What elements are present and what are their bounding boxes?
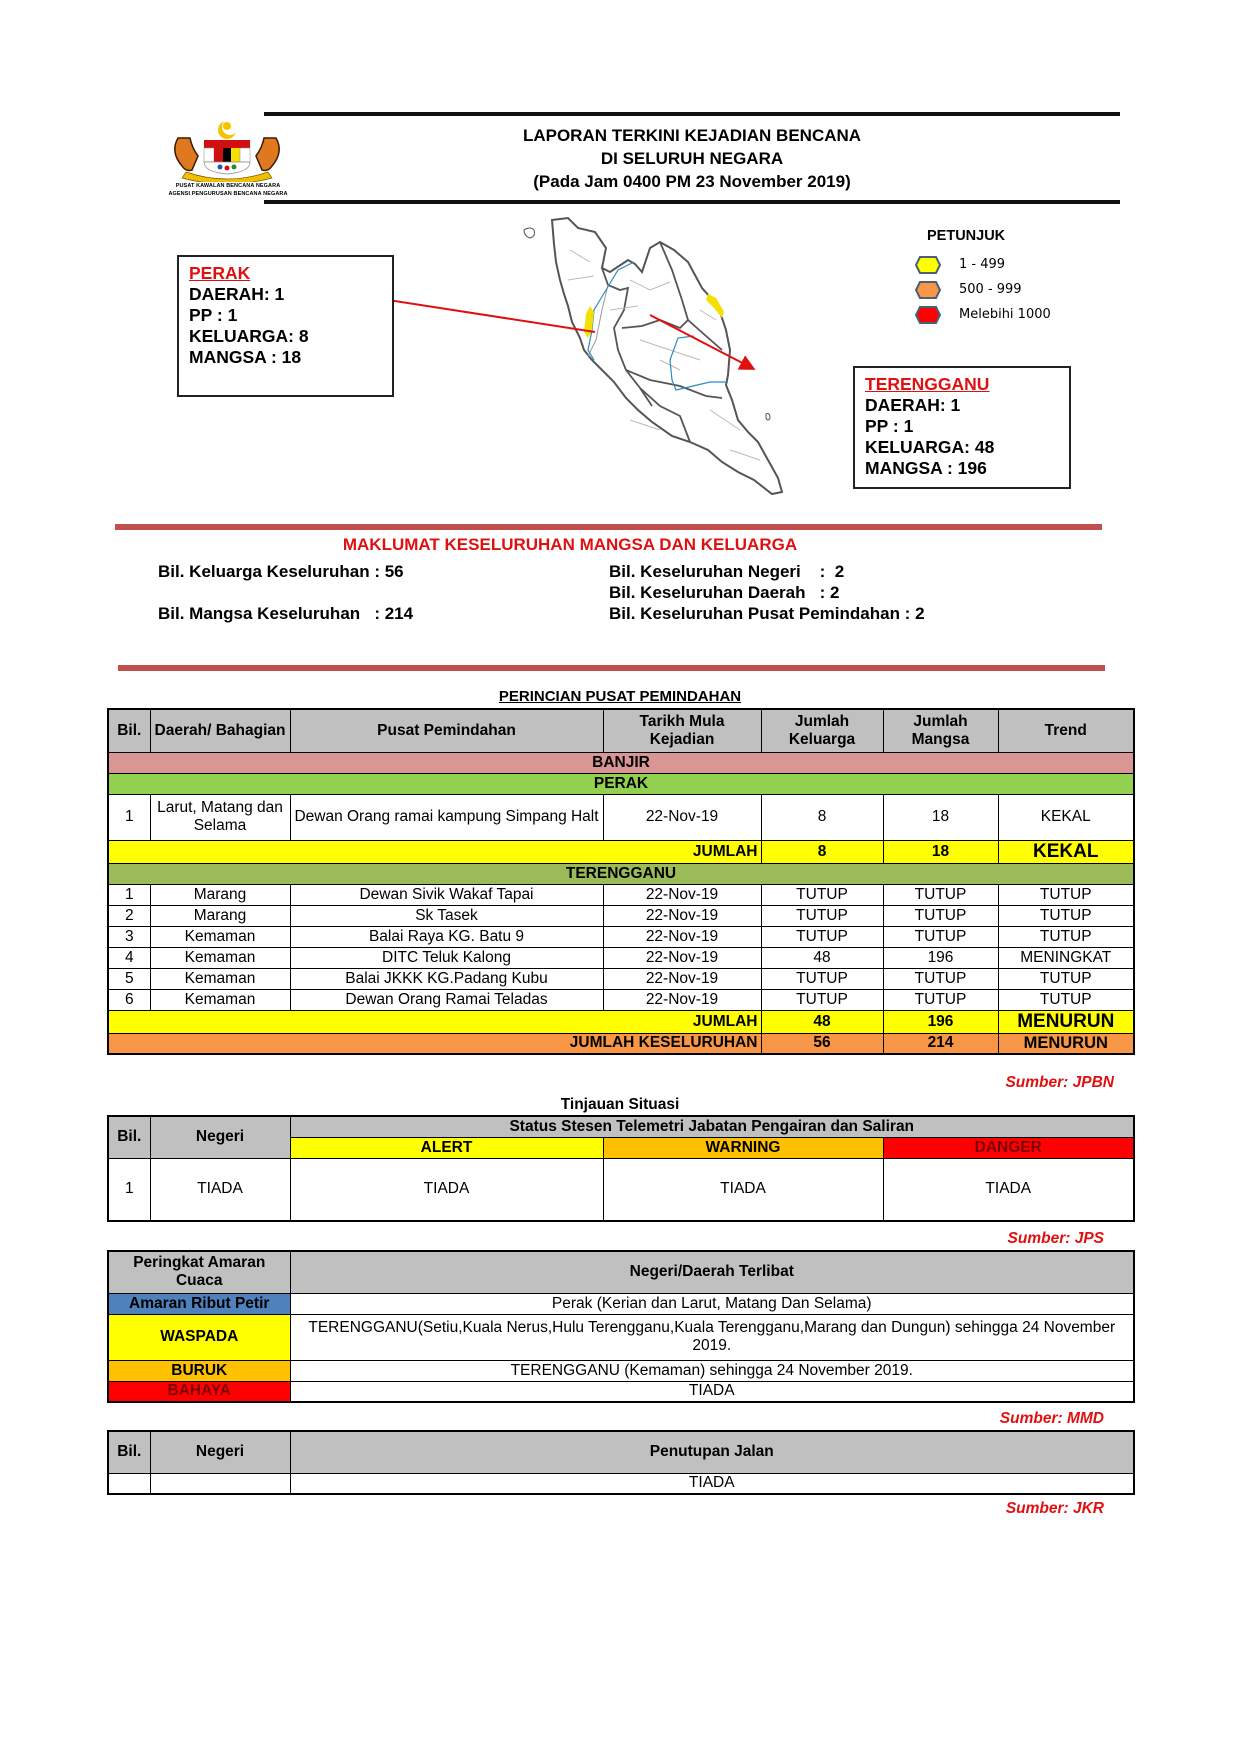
- evac-table-source: Sumber: JPBN: [1005, 1074, 1114, 1091]
- weather-warning-table: [107, 1250, 1135, 1403]
- report-title-line2: DI SELURUH NEGARA: [600, 149, 784, 168]
- cell-pusat: Balai JKKK KG.Padang Kubu: [290, 968, 603, 989]
- terengganu-rows: [108, 884, 1134, 1010]
- col-header-alert: ALERT: [290, 1137, 603, 1158]
- map-island: [524, 228, 535, 238]
- grand-total-keluarga: 56: [761, 1033, 883, 1054]
- summary-mangsa: Bil. Mangsa Keseluruhan : 214: [158, 604, 414, 623]
- cell-keluarga: TUTUP: [761, 926, 883, 947]
- subtotal-keluarga: 8: [761, 840, 883, 863]
- cell-pusat: Dewan Sivik Wakaf Tapai: [290, 884, 603, 905]
- cell-tarikh: 22-Nov-19: [603, 989, 761, 1010]
- subtotal-row-perak: [108, 840, 1134, 863]
- cell-mangsa: TUTUP: [883, 989, 998, 1010]
- cell-trend: KEKAL: [998, 794, 1134, 840]
- cell-bil: 1: [108, 1158, 150, 1221]
- info-box-keluarga: KELUARGA: 48: [865, 437, 995, 457]
- subtotal-mangsa: 196: [883, 1010, 998, 1033]
- legend-item: [915, 302, 1051, 327]
- cell-danger: TIADA: [883, 1158, 1134, 1221]
- subtotal-trend: KEKAL: [998, 840, 1134, 863]
- state-row-perak: [108, 773, 1134, 794]
- info-box-mangsa: MANGSA : 196: [865, 458, 987, 478]
- evac-table-header-row: [108, 709, 1134, 752]
- subtotal-label: JUMLAH: [108, 1010, 761, 1033]
- cell-keluarga: TUTUP: [761, 989, 883, 1010]
- cell-trend: TUTUP: [998, 968, 1134, 989]
- summary-title: MAKLUMAT KESELURUHAN MANGSA DAN KELUARGA: [342, 535, 798, 554]
- table-row: [108, 905, 1134, 926]
- map-arrows: [340, 250, 860, 370]
- table-row: [108, 926, 1134, 947]
- cell-bil: 4: [108, 947, 150, 968]
- cell-trend: TUTUP: [998, 989, 1134, 1010]
- state-row-terengganu: [108, 863, 1134, 884]
- state-name: PERAK: [108, 773, 1134, 794]
- weather-header-row: [108, 1251, 1134, 1293]
- legend-label: 500 - 999: [959, 282, 1022, 297]
- table-row: [108, 1360, 1134, 1381]
- cell-mangsa: TUTUP: [883, 926, 998, 947]
- cell-daerah: Larut, Matang dan Selama: [150, 794, 290, 840]
- cell-mangsa: TUTUP: [883, 968, 998, 989]
- col-header-pusat: Pusat Pemindahan: [290, 709, 603, 752]
- cell-negeri: [150, 1473, 290, 1494]
- logo-caption-2: AGENSI PENGURUSAN BENCANA NEGARA: [168, 191, 288, 197]
- col-header-danger: DANGER: [883, 1137, 1134, 1158]
- info-box-state: TERENGGANU: [865, 374, 990, 394]
- subtotal-keluarga: 48: [761, 1010, 883, 1033]
- warning-level-ribut-petir: Amaran Ribut Petir: [108, 1293, 290, 1314]
- cell-pusat: Balai Raya KG. Batu 9: [290, 926, 603, 947]
- info-box-daerah: DAERAH: 1: [865, 395, 961, 415]
- info-box-pp: PP : 1: [189, 305, 238, 325]
- table-row: [108, 989, 1134, 1010]
- legend-label: 1 - 499: [959, 257, 1006, 272]
- cell-pusat: Sk Tasek: [290, 905, 603, 926]
- cell-mangsa: 196: [883, 947, 998, 968]
- summary-pusat: Bil. Keseluruhan Pusat Pemindahan : 2: [609, 604, 925, 623]
- table-row: [108, 1473, 1134, 1494]
- cell-tarikh: 22-Nov-19: [603, 884, 761, 905]
- road-closure-table: [107, 1430, 1135, 1495]
- summary-top-divider: [115, 524, 1102, 530]
- cell-keluarga: TUTUP: [761, 968, 883, 989]
- col-header-mangsa: Jumlah Mangsa: [883, 709, 998, 752]
- table-row: [108, 794, 1134, 840]
- telemetry-table-source: Sumber: JPS: [1007, 1230, 1104, 1247]
- table-row: [108, 947, 1134, 968]
- table-row: [108, 1158, 1134, 1221]
- cell-tarikh: 22-Nov-19: [603, 794, 761, 840]
- cell-closure: TIADA: [290, 1473, 1134, 1494]
- cell-bil: 5: [108, 968, 150, 989]
- report-title-line3: (Pada Jam 0400 PM 23 November 2019): [533, 172, 851, 191]
- state-name: TERENGGANU: [108, 863, 1134, 884]
- report-title-line1: LAPORAN TERKINI KEJADIAN BENCANA: [522, 126, 862, 145]
- info-box-perak: [177, 255, 394, 397]
- cell-pusat: DITC Teluk Kalong: [290, 947, 603, 968]
- cell-bil: 6: [108, 989, 150, 1010]
- subtotal-row-terengganu: [108, 1010, 1134, 1033]
- weather-table-source: Sumber: MMD: [999, 1410, 1104, 1427]
- cell-alert: TIADA: [290, 1158, 603, 1221]
- info-box-keluarga: KELUARGA: 8: [189, 326, 309, 346]
- subtotal-mangsa: 18: [883, 840, 998, 863]
- cell-daerah: Kemaman: [150, 947, 290, 968]
- col-header-bil: Bil.: [108, 1116, 150, 1158]
- disaster-type-row: [108, 752, 1134, 773]
- cell-warning: TIADA: [603, 1158, 883, 1221]
- warning-areas: Perak (Kerian dan Larut, Matang Dan Selama): [290, 1293, 1134, 1314]
- legend-swatch-orange-icon: [915, 281, 941, 299]
- col-header-level: Peringkat Amaran Cuaca: [108, 1251, 290, 1293]
- subtotal-label: JUMLAH: [108, 840, 761, 863]
- cell-keluarga: 48: [761, 947, 883, 968]
- legend-item: [915, 252, 1051, 277]
- col-header-areas: Negeri/Daerah Terlibat: [290, 1251, 1134, 1293]
- telemetry-header-row: [108, 1116, 1134, 1137]
- col-header-daerah: Daerah/ Bahagian: [150, 709, 290, 752]
- road-table-source: Sumber: JKR: [1005, 1500, 1104, 1517]
- table-row: [108, 1314, 1134, 1360]
- cell-keluarga: 8: [761, 794, 883, 840]
- table-row: [108, 1293, 1134, 1314]
- disaster-type: BANJIR: [108, 752, 1134, 773]
- arrow-to-terengganu-box: [650, 315, 752, 368]
- cell-pusat: Dewan Orang Ramai Teladas: [290, 989, 603, 1010]
- telemetry-status-table: [107, 1115, 1135, 1222]
- cell-tarikh: 22-Nov-19: [603, 905, 761, 926]
- col-header-status-group: Status Stesen Telemetri Jabatan Pengairan dan Saliran: [290, 1116, 1134, 1137]
- table-row: [108, 968, 1134, 989]
- map-island: [766, 414, 770, 421]
- warning-level-bahaya: BAHAYA: [108, 1381, 290, 1402]
- cell-bil: [108, 1473, 150, 1494]
- cell-daerah: Marang: [150, 905, 290, 926]
- cell-tarikh: 22-Nov-19: [603, 968, 761, 989]
- cell-daerah: Kemaman: [150, 989, 290, 1010]
- col-header-negeri: Negeri: [150, 1431, 290, 1473]
- cell-bil: 3: [108, 926, 150, 947]
- grand-total-mangsa: 214: [883, 1033, 998, 1054]
- grand-total-row: [108, 1033, 1134, 1054]
- cell-trend: TUTUP: [998, 926, 1134, 947]
- col-header-bil: Bil.: [108, 1431, 150, 1473]
- header-top-rule: [264, 112, 1120, 116]
- cell-trend: MENINGKAT: [998, 947, 1134, 968]
- map-legend: [915, 228, 1051, 327]
- cell-tarikh: 22-Nov-19: [603, 947, 761, 968]
- header-bottom-rule: [264, 200, 1120, 204]
- legend-title: PETUNJUK: [927, 228, 1006, 244]
- col-header-warning: WARNING: [603, 1137, 883, 1158]
- legend-swatch-yellow-icon: [915, 256, 941, 274]
- telemetry-table-title: Tinjauan Situasi: [560, 1096, 680, 1113]
- warning-level-waspada: WASPADA: [108, 1314, 290, 1360]
- evac-table-title: PERINCIAN PUSAT PEMINDAHAN: [498, 688, 742, 705]
- cell-mangsa: TUTUP: [883, 884, 998, 905]
- table-row: [108, 884, 1134, 905]
- cell-keluarga: TUTUP: [761, 884, 883, 905]
- warning-areas: TERENGGANU(Setiu,Kuala Nerus,Hulu Terengganu,Kuala Terengganu,Marang dan Dungun) sehingga 24 November 2019.: [290, 1314, 1134, 1360]
- warning-level-buruk: BURUK: [108, 1360, 290, 1381]
- cell-mangsa: 18: [883, 794, 998, 840]
- cell-daerah: Marang: [150, 884, 290, 905]
- grand-total-label: JUMLAH KESELURUHAN: [108, 1033, 761, 1054]
- cell-keluarga: TUTUP: [761, 905, 883, 926]
- cell-mangsa: TUTUP: [883, 905, 998, 926]
- cell-bil: 2: [108, 905, 150, 926]
- info-box-daerah: DAERAH: 1: [189, 284, 285, 304]
- col-header-closure: Penutupan Jalan: [290, 1431, 1134, 1473]
- col-header-trend: Trend: [998, 709, 1134, 752]
- summary-daerah: Bil. Keseluruhan Daerah : 2: [609, 583, 840, 602]
- cell-bil: 1: [108, 884, 150, 905]
- cell-trend: TUTUP: [998, 884, 1134, 905]
- info-box-state: PERAK: [189, 263, 251, 283]
- grand-total-trend: MENURUN: [998, 1033, 1134, 1054]
- cell-negeri: TIADA: [150, 1158, 290, 1221]
- info-box-terengganu: [853, 366, 1071, 489]
- warning-areas: TIADA: [290, 1381, 1134, 1402]
- col-header-keluarga: Jumlah Keluarga: [761, 709, 883, 752]
- summary-keluarga: Bil. Keluarga Keseluruhan : 56: [158, 562, 404, 581]
- col-header-tarikh: Tarikh Mula Kejadian: [603, 709, 761, 752]
- cell-daerah: Kemaman: [150, 968, 290, 989]
- col-header-bil: Bil.: [108, 709, 150, 752]
- info-box-pp: PP : 1: [865, 416, 914, 436]
- subtotal-trend: MENURUN: [998, 1010, 1134, 1033]
- warning-areas: TERENGGANU (Kemaman) sehingga 24 November 2019.: [290, 1360, 1134, 1381]
- logo-caption-1: PUSAT KAWALAN BENCANA NEGARA: [175, 183, 281, 189]
- report-title: [264, 124, 1120, 193]
- table-row: [108, 1381, 1134, 1402]
- cell-pusat: Dewan Orang ramai kampung Simpang Halt: [290, 794, 603, 840]
- col-header-negeri: Negeri: [150, 1116, 290, 1158]
- cell-tarikh: 22-Nov-19: [603, 926, 761, 947]
- road-header-row: [108, 1431, 1134, 1473]
- legend-swatch-red-icon: [915, 306, 941, 324]
- cell-daerah: Kemaman: [150, 926, 290, 947]
- summary-negeri: Bil. Keseluruhan Negeri : 2: [609, 562, 845, 581]
- cell-trend: TUTUP: [998, 905, 1134, 926]
- legend-item: [915, 277, 1051, 302]
- info-box-mangsa: MANGSA : 18: [189, 347, 302, 367]
- summary-bottom-divider: [118, 665, 1105, 671]
- evac-centers-table: [107, 708, 1135, 1055]
- legend-label: Melebihi 1000: [959, 307, 1051, 322]
- cell-bil: 1: [108, 794, 150, 840]
